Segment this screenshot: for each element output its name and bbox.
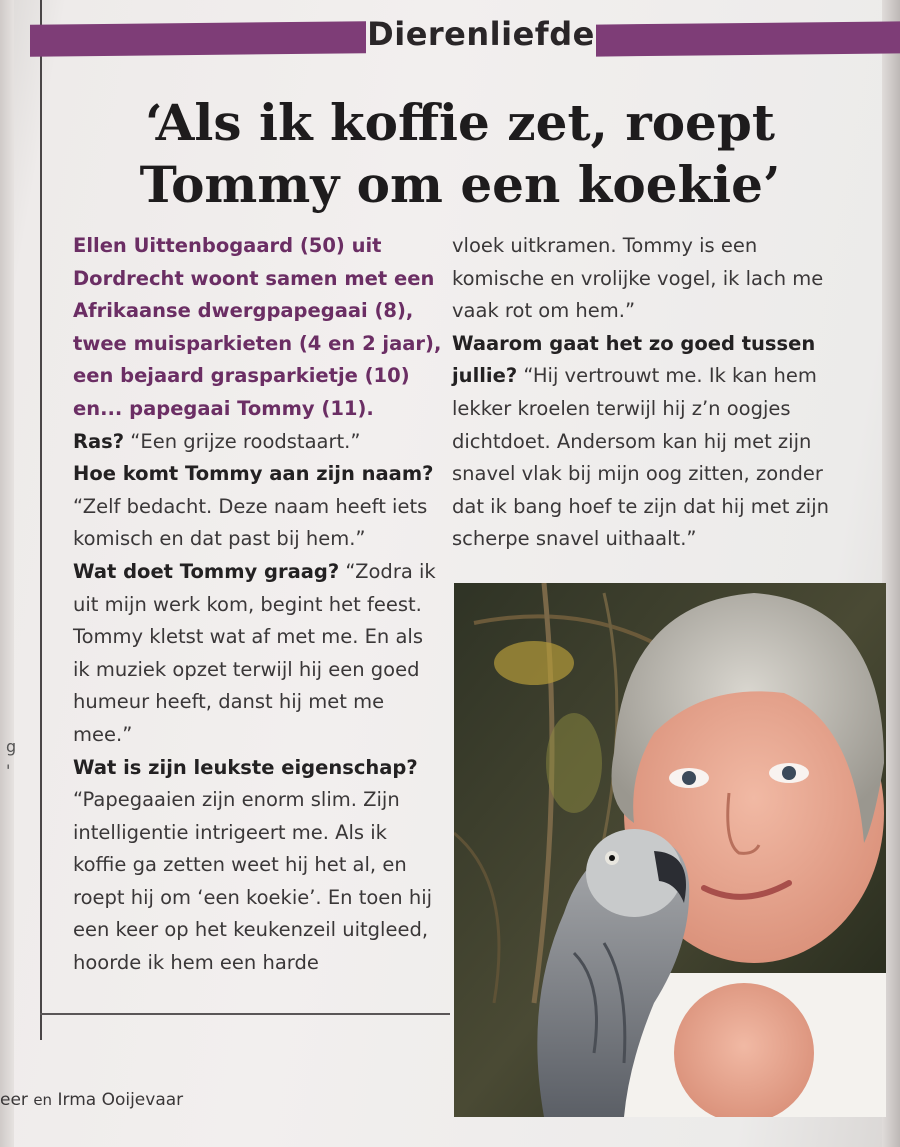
article-title bbox=[80, 92, 840, 216]
credit-prefix: eer bbox=[0, 1090, 28, 1110]
qa-paragraph bbox=[452, 328, 852, 556]
section-bar-right bbox=[596, 21, 900, 56]
section-heading: Dierenliefde bbox=[367, 15, 595, 53]
photo-credit bbox=[0, 1090, 183, 1110]
answer: “Een grijze roodstaart.” bbox=[124, 429, 361, 453]
column-rule bbox=[40, 0, 42, 1040]
answer: “Zodra ik uit mijn werk kom, begint het feest. Tommy kletst wat af met me. En als ik muziek opzet terwijl hij een goed humeur heeft, danst hij met me mee.” bbox=[73, 559, 436, 746]
margin-mark: g bbox=[6, 737, 17, 756]
title-line-2: Tommy om een koekie’ bbox=[139, 155, 781, 214]
article-photo bbox=[454, 583, 886, 1117]
article-column-right bbox=[452, 230, 852, 556]
footer-rule bbox=[40, 1013, 450, 1015]
question: Ras? bbox=[73, 429, 125, 453]
credit-name: Irma Ooijevaar bbox=[57, 1090, 184, 1110]
question: Wat doet Tommy graag? bbox=[73, 559, 340, 583]
continued-answer: vloek uitkramen. Tommy is een komische en vrolijke vogel, ik lach me vaak rot om hem.” bbox=[452, 234, 824, 323]
question: Wat is zijn leukste eigenschap? bbox=[73, 755, 418, 779]
qa-paragraph bbox=[73, 458, 443, 556]
qa-paragraph bbox=[73, 556, 443, 752]
article-column-left bbox=[73, 230, 443, 980]
answer: “Hij vertrouwt me. Ik kan hem lekker kroelen terwijl hij z’n oogjes dichtdoet. Andersom kan hij met zijn snavel vlak bij mijn oog zitten, zonder dat ik bang hoef te zijn dat hij met zijn scherpe snavel uithaalt.” bbox=[452, 364, 829, 551]
question: Waarom gaat het zo goed tussen jullie? bbox=[452, 331, 816, 388]
answer: “Papegaaien zijn enorm slim. Zijn intelligentie intrigeert me. Als ik koffie ga zetten weet hij het al, en roept hij om ‘een koekie’. En toen hij een keer op het keukenzeil uitgleed, hoorde ik hem een harde bbox=[73, 788, 433, 975]
page-left-edge bbox=[0, 0, 17, 1147]
question: Hoe komt Tommy aan zijn naam? bbox=[73, 462, 434, 486]
margin-mark: ' bbox=[6, 761, 11, 780]
title-line-1: ‘Als ik koffie zet, roept bbox=[145, 93, 775, 152]
margin-marks bbox=[6, 735, 16, 783]
credit-join: en bbox=[33, 1091, 53, 1109]
qa-paragraph bbox=[73, 426, 443, 459]
intro-paragraph: Ellen Uittenbogaard (50) uit Dordrecht woont samen met een Afrikaanse dwergpapegaai (8), twee muisparkieten (4 en 2 jaar), een bejaard grasparkietje (10) en... papegaai Tommy (11). bbox=[73, 234, 442, 420]
answer: “Zelf bedacht. Deze naam heeft iets komisch en dat past bij hem.” bbox=[73, 494, 428, 551]
qa-paragraph bbox=[73, 752, 443, 980]
photo-woman-with-parrot bbox=[454, 583, 886, 1117]
section-bar-left bbox=[30, 21, 366, 57]
